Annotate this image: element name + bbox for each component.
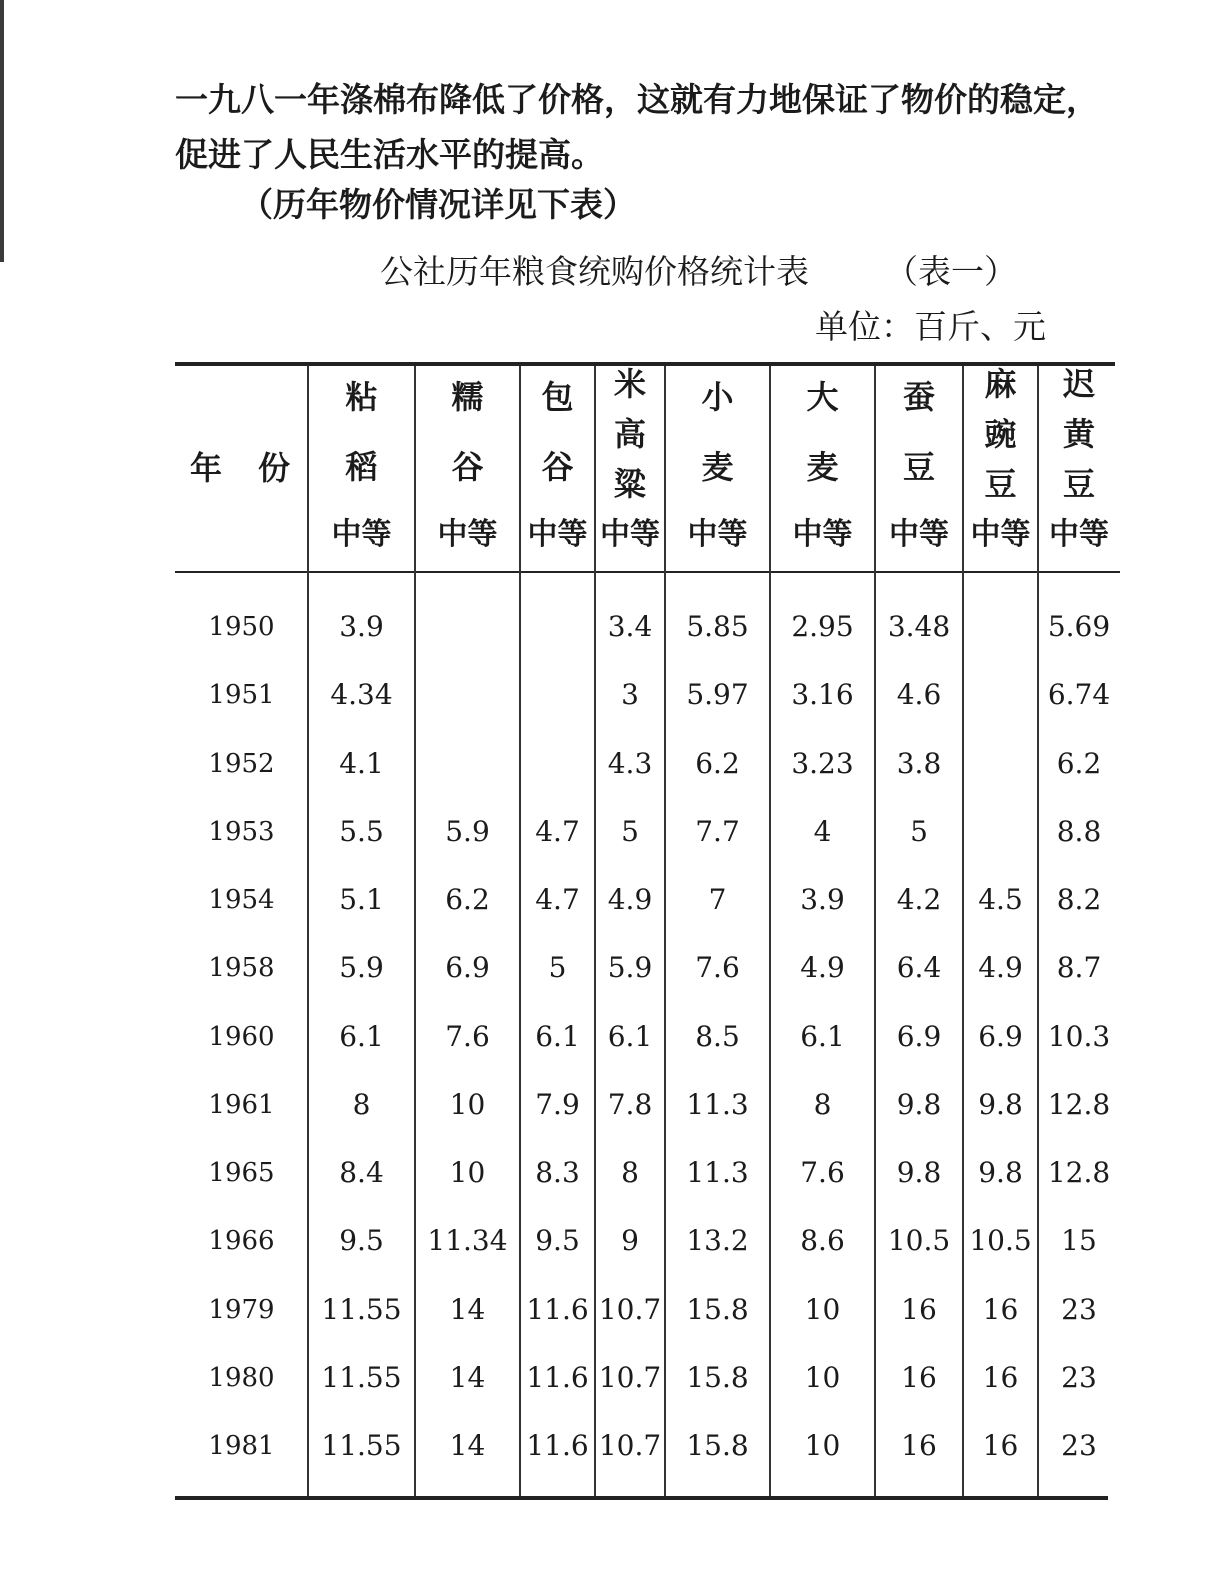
grain-price-table <box>175 362 1120 1502</box>
column-name: 糯谷 <box>451 378 484 486</box>
price-cell: 15.8 <box>686 1360 749 1394</box>
price-cell: 8.3 <box>535 1156 580 1190</box>
column-header-candou <box>875 362 963 571</box>
price-cell: 7.6 <box>800 1156 845 1190</box>
grade-label: 中等 <box>527 517 588 552</box>
year-cell: 1980 <box>208 1362 275 1393</box>
price-cell: 11.55 <box>321 1292 402 1326</box>
grade-label: 中等 <box>600 517 660 552</box>
year-cell: 1951 <box>208 680 275 711</box>
price-cell: 7.7 <box>695 814 740 848</box>
price-cell: 23 <box>1061 1292 1097 1326</box>
scan-edge-line <box>0 0 4 262</box>
grade-label: 中等 <box>331 517 392 552</box>
grade-label: 中等 <box>1049 517 1109 552</box>
column-header-baogu <box>520 362 595 571</box>
price-cell: 8.7 <box>1056 951 1102 985</box>
price-cell: 6.2 <box>445 883 490 917</box>
price-cell: 15.8 <box>686 1429 749 1463</box>
price-cell: 11.55 <box>321 1360 402 1394</box>
column-name: 大麦 <box>806 378 839 486</box>
price-cell: 7.9 <box>535 1087 580 1121</box>
price-cell: 10.7 <box>598 1292 662 1326</box>
grade-label: 中等 <box>437 517 498 552</box>
price-cell: 6.4 <box>896 951 942 985</box>
price-cell: 4.5 <box>978 883 1023 917</box>
year-cell: 1966 <box>208 1226 275 1257</box>
table-header <box>175 362 1120 571</box>
price-cell: 10 <box>449 1156 486 1190</box>
price-cell: 10 <box>804 1292 841 1326</box>
price-cell: 3.8 <box>896 746 942 780</box>
price-cell: 3.23 <box>791 746 854 780</box>
price-cell: 5.9 <box>445 814 490 848</box>
price-cell: 4.34 <box>330 678 393 712</box>
price-cell: 4.7 <box>535 883 580 917</box>
price-cell: 9 <box>621 1224 639 1258</box>
price-cell: 16 <box>901 1292 937 1326</box>
grade-label: 中等 <box>792 517 853 552</box>
price-cell: 13.2 <box>686 1224 749 1258</box>
price-cell: 8 <box>621 1156 639 1190</box>
column-header-migaoliang <box>595 362 665 571</box>
price-cell: 10 <box>804 1429 841 1463</box>
price-cell: 4.1 <box>339 746 384 780</box>
price-cell: 8.5 <box>695 1019 740 1053</box>
price-cell: 11.6 <box>526 1429 589 1463</box>
price-cell: 10 <box>449 1087 486 1121</box>
price-cell: 7.8 <box>607 1087 653 1121</box>
price-cell: 23 <box>1061 1429 1097 1463</box>
price-cell: 6.1 <box>607 1019 653 1053</box>
price-cell: 3.4 <box>607 610 653 644</box>
price-cell: 3.16 <box>791 678 854 712</box>
price-cell: 5.69 <box>1047 610 1111 644</box>
price-cell: 6.1 <box>535 1019 580 1053</box>
price-cell: 11.55 <box>321 1429 402 1463</box>
column-header-xiaomai <box>665 362 770 571</box>
price-cell: 5 <box>910 814 928 848</box>
price-cell: 7.6 <box>445 1019 490 1053</box>
price-cell: 8 <box>813 1087 832 1121</box>
paragraph-line: 一九八一年涤棉布降低了价格，这就有力地保证了物价的稳定， <box>175 80 1099 119</box>
grade-label: 中等 <box>687 517 748 552</box>
table-row <box>175 798 1120 866</box>
price-cell: 9.8 <box>896 1087 942 1121</box>
price-cell: 3.9 <box>800 883 845 917</box>
price-cell: 11.3 <box>686 1156 749 1190</box>
price-cell: 5.85 <box>686 610 749 644</box>
year-cell: 1953 <box>208 816 275 847</box>
price-cell: 11.6 <box>526 1360 589 1394</box>
price-cell: 16 <box>901 1360 937 1394</box>
price-cell: 3.9 <box>339 610 384 644</box>
price-cell: 14 <box>449 1429 486 1463</box>
year-cell: 1954 <box>208 885 275 916</box>
price-cell: 23 <box>1061 1360 1097 1394</box>
price-cell: 9.5 <box>535 1224 580 1258</box>
price-cell: 14 <box>449 1292 486 1326</box>
price-cell: 5.9 <box>607 951 653 985</box>
price-cell: 8.6 <box>800 1224 845 1258</box>
price-cell: 16 <box>982 1360 1019 1394</box>
year-cell: 1958 <box>208 953 275 984</box>
price-cell: 9.8 <box>978 1156 1023 1190</box>
column-name: 包谷 <box>541 378 574 486</box>
price-cell: 11.34 <box>427 1224 508 1258</box>
column-name: 迟黄豆 <box>1062 365 1095 503</box>
price-cell: 5 <box>548 951 567 985</box>
price-cell: 8.4 <box>339 1156 384 1190</box>
price-cell: 7.6 <box>695 951 740 985</box>
table-reference-note: （历年物价情况详见下表） <box>240 185 636 224</box>
table-row <box>175 1071 1120 1139</box>
column-name: 米高粱 <box>613 365 646 503</box>
grade-label: 中等 <box>970 517 1031 552</box>
column-name: 蚕豆 <box>902 378 935 486</box>
year-cell: 1981 <box>208 1431 275 1462</box>
price-cell: 4.9 <box>607 883 653 917</box>
price-cell: 8.2 <box>1056 883 1102 917</box>
price-cell: 9.5 <box>339 1224 384 1258</box>
header-year <box>175 362 327 571</box>
column-header-nuogu <box>415 362 520 571</box>
price-cell: 10 <box>804 1360 841 1394</box>
table-row <box>175 661 1120 729</box>
price-cell: 6.1 <box>800 1019 845 1053</box>
price-cell: 7 <box>708 883 727 917</box>
table-number: （表一） <box>885 252 1017 291</box>
price-cell: 16 <box>982 1292 1019 1326</box>
price-cell: 12.8 <box>1047 1156 1111 1190</box>
table-row <box>175 1207 1120 1275</box>
price-cell: 16 <box>901 1429 937 1463</box>
table-title: 公社历年粮食统购价格统计表 <box>380 252 809 291</box>
price-cell: 5.1 <box>339 883 384 917</box>
year-cell: 1965 <box>208 1158 275 1189</box>
column-name: 麻豌豆 <box>984 365 1017 503</box>
price-cell: 4.2 <box>896 883 942 917</box>
year-cell: 1961 <box>208 1089 275 1120</box>
price-cell: 10.7 <box>598 1360 662 1394</box>
price-cell: 3 <box>621 678 639 712</box>
table-row <box>175 1139 1120 1207</box>
year-cell: 1952 <box>208 748 275 779</box>
price-cell: 4.7 <box>535 814 580 848</box>
paragraph-line: 促进了人民生活水平的提高。 <box>175 135 604 174</box>
price-cell: 4.3 <box>607 746 653 780</box>
table-row <box>175 593 1120 661</box>
price-cell: 8.8 <box>1056 814 1102 848</box>
table-body <box>175 593 1120 1480</box>
price-cell: 10.3 <box>1047 1019 1111 1053</box>
price-cell: 11.6 <box>526 1292 589 1326</box>
price-cell: 6.9 <box>896 1019 942 1053</box>
price-cell: 4 <box>813 814 832 848</box>
table-row <box>175 1003 1120 1071</box>
price-cell: 6.9 <box>445 951 490 985</box>
price-cell: 5.5 <box>339 814 384 848</box>
year-header-label: 年份 <box>190 449 327 487</box>
table-row <box>175 1276 1120 1344</box>
grade-label: 中等 <box>889 517 949 552</box>
year-cell: 1950 <box>208 612 275 643</box>
table-row <box>175 1412 1120 1480</box>
price-cell: 3.48 <box>887 610 951 644</box>
table-row <box>175 1344 1120 1412</box>
price-cell: 6.2 <box>695 746 740 780</box>
price-cell: 10.7 <box>598 1429 662 1463</box>
price-cell: 15 <box>1061 1224 1097 1258</box>
price-cell: 14 <box>449 1360 486 1394</box>
price-cell: 10.5 <box>969 1224 1032 1258</box>
price-cell: 9.8 <box>896 1156 942 1190</box>
price-cell: 12.8 <box>1047 1087 1111 1121</box>
price-cell: 5.9 <box>339 951 384 985</box>
price-cell: 4.9 <box>978 951 1023 985</box>
column-header-damai <box>770 362 875 571</box>
price-cell: 11.3 <box>686 1087 749 1121</box>
price-cell: 10.5 <box>887 1224 951 1258</box>
price-cell: 16 <box>982 1429 1019 1463</box>
year-cell: 1960 <box>208 1021 275 1052</box>
unit-label: 单位：百斤、元 <box>815 307 1046 346</box>
price-cell: 2.95 <box>791 610 854 644</box>
price-cell: 6.74 <box>1047 678 1111 712</box>
table-bottom-rule <box>175 1496 1108 1500</box>
column-header-chihuangdou <box>1038 362 1120 571</box>
header-rule <box>175 571 1120 573</box>
column-name: 小麦 <box>701 378 734 486</box>
price-cell: 8 <box>352 1087 371 1121</box>
price-cell: 4.6 <box>896 678 942 712</box>
column-header-zhandao <box>308 362 415 571</box>
price-cell: 15.8 <box>686 1292 749 1326</box>
price-cell: 6.9 <box>978 1019 1023 1053</box>
year-cell: 1979 <box>208 1294 275 1325</box>
column-name: 粘稻 <box>345 378 378 486</box>
price-cell: 6.1 <box>339 1019 384 1053</box>
price-cell: 5 <box>621 814 639 848</box>
price-cell: 6.2 <box>1056 746 1102 780</box>
table-row <box>175 730 1120 798</box>
price-cell: 9.8 <box>978 1087 1023 1121</box>
price-cell: 4.9 <box>800 951 845 985</box>
table-row <box>175 934 1120 1002</box>
price-cell: 5.97 <box>686 678 749 712</box>
table-row <box>175 866 1120 934</box>
column-header-mawandou <box>963 362 1038 571</box>
